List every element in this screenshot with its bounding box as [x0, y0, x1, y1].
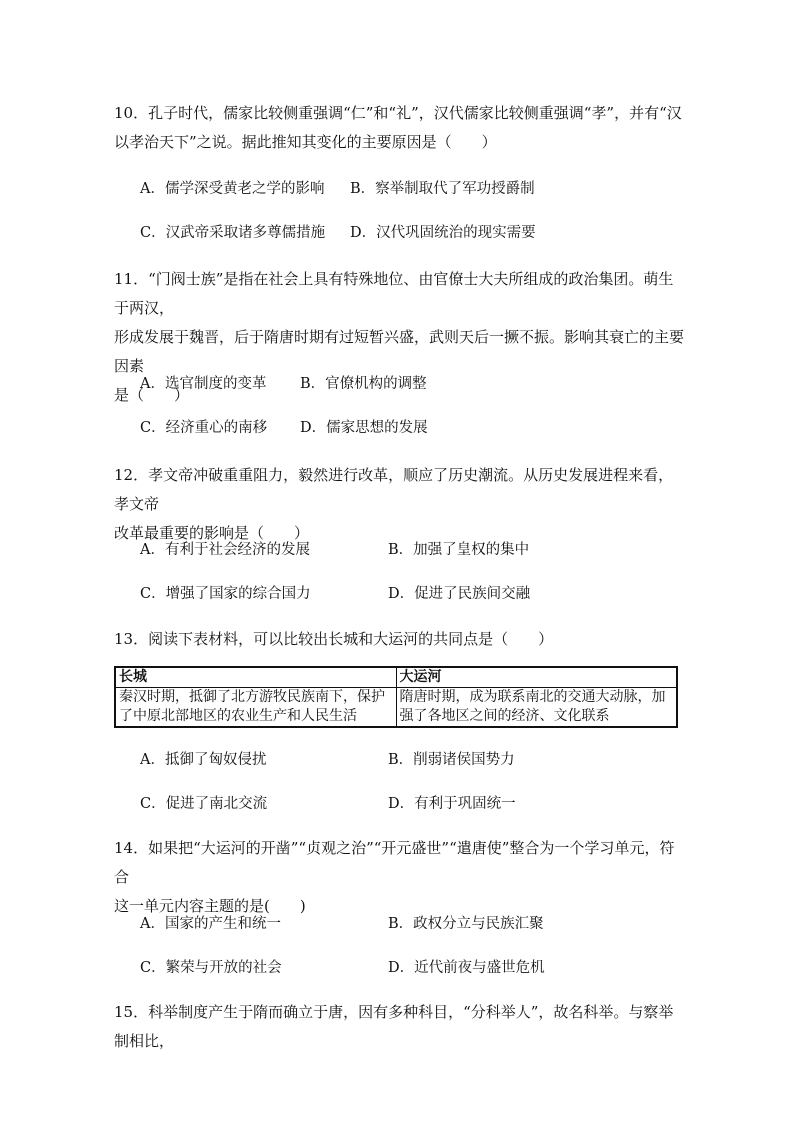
- option-d[interactable]: D．近代前夜与盛世危机: [388, 960, 545, 976]
- question-12-stem: [114, 461, 684, 548]
- option-a[interactable]: A．有利于社会经济的发展: [140, 542, 310, 558]
- option-b[interactable]: B．察举制取代了军功授爵制: [350, 181, 535, 197]
- table-header-grand-canal: 大运河: [396, 667, 677, 688]
- question-14-stem: [114, 834, 684, 921]
- stem-line: 10．孔子时代，儒家比较侧重强调“仁”和“礼”，汉代儒家比较侧重强调“孝”，并有“汉: [114, 104, 682, 122]
- option-b[interactable]: B．政权分立与民族汇聚: [388, 916, 544, 932]
- table-cell-grand-canal: 隋唐时期，成为联系南北的交通大动脉，加强了各地区之间的经济、文化联系: [396, 688, 677, 728]
- stem-line: 以孝治天下”之说。据此推知其变化的主要原因是（ ）: [114, 133, 497, 151]
- stem-line: 改革最重要的影响是（ ）: [114, 524, 310, 542]
- option-c[interactable]: C．增强了国家的综合国力: [140, 586, 311, 602]
- option-c[interactable]: C．繁荣与开放的社会: [140, 960, 282, 976]
- question-10-options: [140, 177, 680, 243]
- option-a[interactable]: A．抵御了匈奴侵扰: [140, 752, 267, 768]
- option-d[interactable]: D．汉代巩固统治的现实需要: [350, 225, 536, 241]
- question-11-options: [140, 372, 680, 438]
- option-d[interactable]: D．有利于巩固统一: [388, 796, 516, 812]
- comparison-table: [114, 666, 678, 728]
- question-14-options: [140, 912, 680, 978]
- option-a[interactable]: A．选官制度的变革: [140, 376, 267, 392]
- stem-line: 形成发展于魏晋，后于隋唐时期有过短暂兴盛，武则天后一撅不振。影响其衰亡的主要因素: [114, 328, 685, 375]
- option-c[interactable]: C．促进了南北交流: [140, 796, 268, 812]
- stem-line: 11．“门阀士族”是指在社会上具有特殊地位、由官僚士大夫所组成的政治集团。萌生于两汉，: [114, 270, 674, 317]
- option-b[interactable]: B．加强了皇权的集中: [388, 542, 530, 558]
- stem-line: 12．孝文帝冲破重重阻力，毅然进行改革，顺应了历史潮流。从历史发展进程来看，孝文帝: [114, 466, 674, 513]
- stem-line: 14．如果把“大运河的开凿”“贞观之治”“开元盛世”“遣唐使”整合为一个学习单元，符合: [114, 839, 675, 886]
- question-15-stem: [114, 998, 684, 1056]
- option-b[interactable]: B．削弱诸侯国势力: [388, 752, 515, 768]
- option-c[interactable]: C．汉武帝采取诸多尊儒措施: [140, 225, 326, 241]
- option-a[interactable]: A．儒学深受黄老之学的影响: [140, 181, 325, 197]
- question-10-stem: [114, 99, 684, 157]
- option-c[interactable]: C．经济重心的南移: [140, 420, 268, 436]
- stem-line: 13．阅读下表材料，可以比较出长城和大运河的共同点是（ ）: [114, 630, 554, 648]
- option-b[interactable]: B．官僚机构的调整: [300, 376, 427, 392]
- stem-line: 这一单元内容主题的是( ): [114, 897, 306, 915]
- option-a[interactable]: A．国家的产生和统一: [140, 916, 281, 932]
- table-cell-great-wall: 秦汉时期，抵御了北方游牧民族南下，保护了中原北部地区的农业生产和人民生活: [115, 688, 396, 728]
- stem-line: 15．科举制度产生于隋而确立于唐，因有多种科目，“分科举人”，故名科举。与察举制相比，: [114, 1003, 674, 1050]
- question-12-options: [140, 538, 680, 604]
- option-d[interactable]: D．儒家思想的发展: [300, 420, 428, 436]
- question-13-options: [140, 748, 680, 814]
- option-d[interactable]: D．促进了民族间交融: [388, 586, 531, 602]
- stem-line: 是（ ）: [114, 386, 190, 404]
- question-13-stem: [114, 625, 684, 654]
- table-header-great-wall: 长城: [115, 667, 396, 688]
